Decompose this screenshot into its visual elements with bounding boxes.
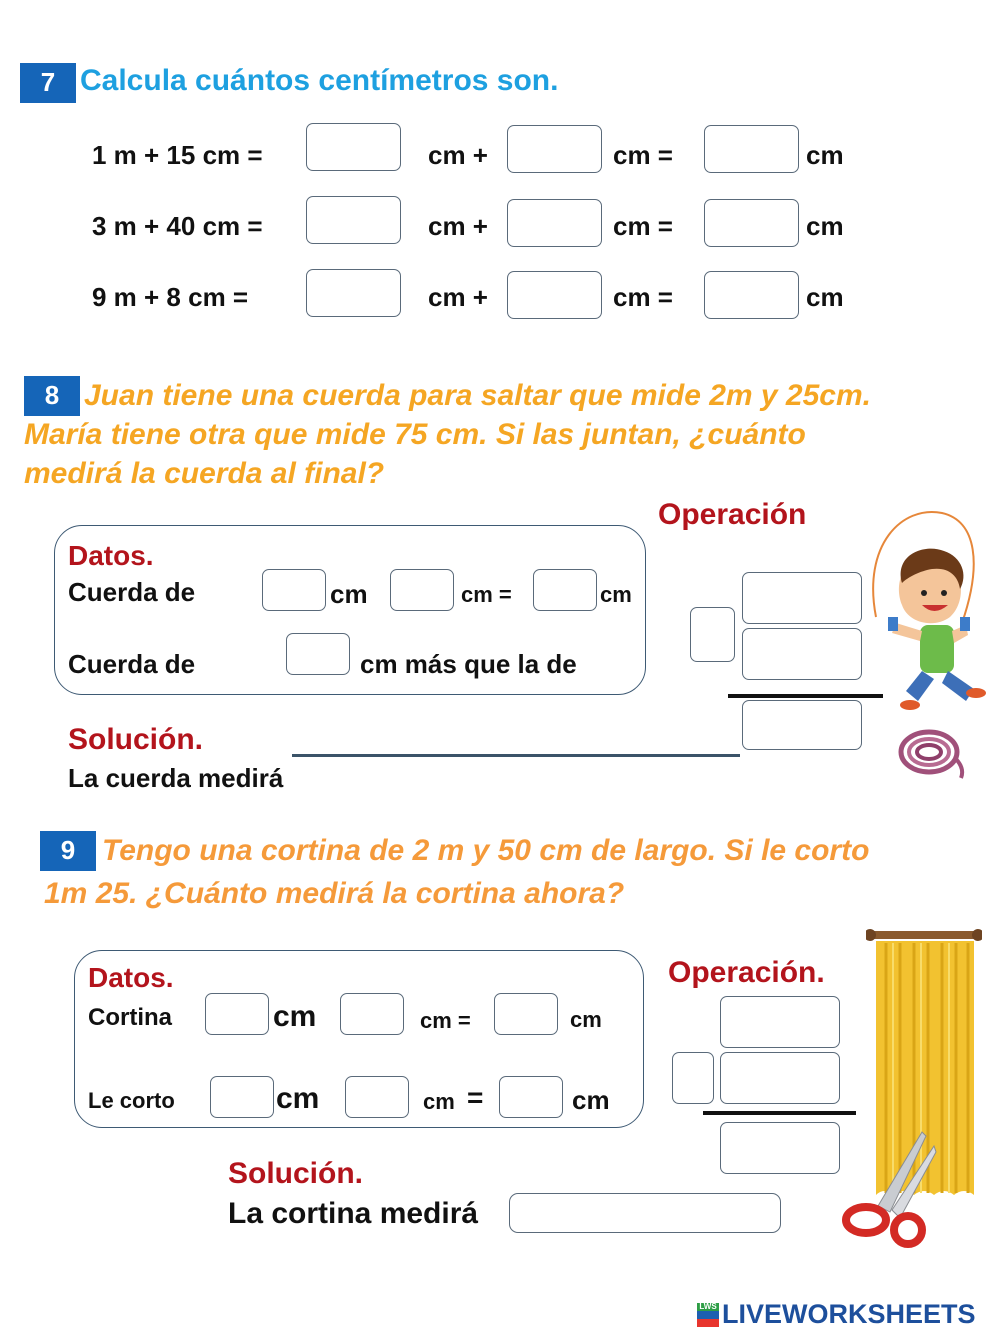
ex9-answer-input[interactable] [509, 1193, 781, 1233]
ex7-row2-input-2[interactable] [507, 199, 602, 247]
ex8-operacion-label: Operación [658, 498, 807, 531]
rope-coil-icon [895, 722, 970, 782]
ex7-row2-cm-plus: cm + [428, 211, 488, 241]
ex7-row2-input-3[interactable] [704, 199, 799, 247]
ex9-solucion-label: Solución. [228, 1157, 363, 1190]
liveworksheets-logo [697, 1299, 976, 1330]
ex9-operation-input-2[interactable] [720, 1052, 840, 1104]
ex9-row1-input-2[interactable] [340, 993, 404, 1035]
ex9-row1-label: Cortina [88, 1004, 172, 1031]
ex7-row3-cm: cm [806, 282, 844, 312]
ex9-row1-cm-equals: cm = [420, 1008, 471, 1033]
ex8-solucion-text: La cuerda medirá [68, 763, 284, 793]
exercise-8-line-3: medirá la cuerda al final? [24, 457, 385, 490]
exercise-9-badge: 9 [40, 831, 96, 871]
exercise-8-line-2: María tiene otra que mide 75 cm. Si las juntan, ¿cuánto [24, 418, 806, 451]
ex9-row1-input-3[interactable] [494, 993, 558, 1035]
ex9-row2-label: Le corto [88, 1088, 175, 1113]
ex9-row2-input-3[interactable] [499, 1076, 563, 1118]
ex8-operation-carry-box[interactable] [690, 607, 735, 662]
ex8-row2-label: Cuerda de [68, 649, 196, 679]
ex9-row1-input-1[interactable] [205, 993, 269, 1035]
ex7-row2-cm: cm [806, 211, 844, 241]
liveworksheets-brand: LIVEWORKSHEETS [722, 1299, 976, 1329]
exercise-7-title: Calcula cuántos centímetros son. [80, 64, 559, 97]
ex9-solucion-text: La cortina medirá [228, 1197, 479, 1230]
ex9-row2-cm-1: cm [276, 1082, 320, 1115]
ex8-solucion-label: Solución. [68, 723, 203, 756]
ex9-row2-input-2[interactable] [345, 1076, 409, 1118]
ex7-row1-cm-equals: cm = [613, 140, 673, 170]
ex7-row2-input-1[interactable] [306, 196, 401, 244]
exercise-9-line-2: 1m 25. ¿Cuánto medirá la cortina ahora? [44, 877, 625, 910]
ex9-operation-result[interactable] [720, 1122, 840, 1174]
ex7-row1-cm-plus: cm + [428, 140, 488, 170]
ex8-operation-line [728, 694, 883, 698]
ex7-row2-cm-equals: cm = [613, 211, 673, 241]
exercise-9-line-1: Tengo una cortina de 2 m y 50 cm de largo. Si le corto [102, 834, 870, 867]
exercise-8-line-1: Juan tiene una cuerda para saltar que mide 2m y 25cm. [84, 379, 871, 412]
ex7-row3-cm-equals: cm = [613, 282, 673, 312]
ex7-row1-expression: 1 m + 15 cm = [92, 140, 263, 170]
ex9-operation-line [703, 1111, 856, 1115]
ex8-row1-label: Cuerda de [68, 577, 196, 607]
ex8-row1-input-3[interactable] [533, 569, 597, 611]
ex7-row1-input-3[interactable] [704, 125, 799, 173]
ex9-row1-cm-1: cm [273, 1000, 317, 1033]
logo-bar [697, 1311, 719, 1319]
ex9-operation-input-1[interactable] [720, 996, 840, 1048]
ex9-row2-input-1[interactable] [210, 1076, 274, 1118]
ex7-row3-cm-plus: cm + [428, 282, 488, 312]
exercise-7-badge: 7 [20, 63, 76, 103]
exercise-8-badge: 8 [24, 376, 80, 416]
ex9-row2-cm-label: cm [423, 1089, 455, 1114]
liveworksheets-logo-icon [697, 1303, 719, 1327]
ex7-row1-cm: cm [806, 140, 844, 170]
ex7-row3-expression: 9 m + 8 cm = [92, 282, 249, 312]
scissors-icon [838, 1126, 938, 1248]
ex8-operation-result[interactable] [742, 700, 862, 750]
ex7-row3-input-3[interactable] [704, 271, 799, 319]
ex8-operation-input-1[interactable] [742, 572, 862, 624]
ex7-row2-expression: 3 m + 40 cm = [92, 211, 263, 241]
ex8-operation-input-2[interactable] [742, 628, 862, 680]
ex8-row1-cm-1: cm [330, 579, 368, 609]
ex8-row1-cm-2: cm [600, 582, 632, 607]
ex9-operacion-label: Operación. [668, 956, 825, 989]
ex9-operation-carry-box[interactable] [672, 1052, 714, 1104]
ex9-row1-cm-2: cm [570, 1007, 602, 1032]
ex8-row2-text: cm más que la de [360, 649, 577, 679]
ex9-row2-equals: = [467, 1082, 484, 1113]
ex7-row1-input-1[interactable] [306, 123, 401, 171]
ex8-datos-label: Datos. [68, 540, 154, 571]
ex8-row1-input-2[interactable] [390, 569, 454, 611]
ex7-row1-input-2[interactable] [507, 125, 602, 173]
logo-bar-2 [697, 1319, 719, 1327]
ex9-row2-cm-2: cm [572, 1085, 610, 1115]
ex8-answer-line[interactable] [292, 754, 740, 757]
logo-letters: LWS [697, 1303, 719, 1311]
ex8-row1-cm-equals: cm = [461, 582, 512, 607]
ex8-row2-input[interactable] [286, 633, 350, 675]
ex7-row3-input-2[interactable] [507, 271, 602, 319]
ex8-row1-input-1[interactable] [262, 569, 326, 611]
ex9-datos-label: Datos. [88, 962, 174, 993]
ex7-row3-input-1[interactable] [306, 269, 401, 317]
